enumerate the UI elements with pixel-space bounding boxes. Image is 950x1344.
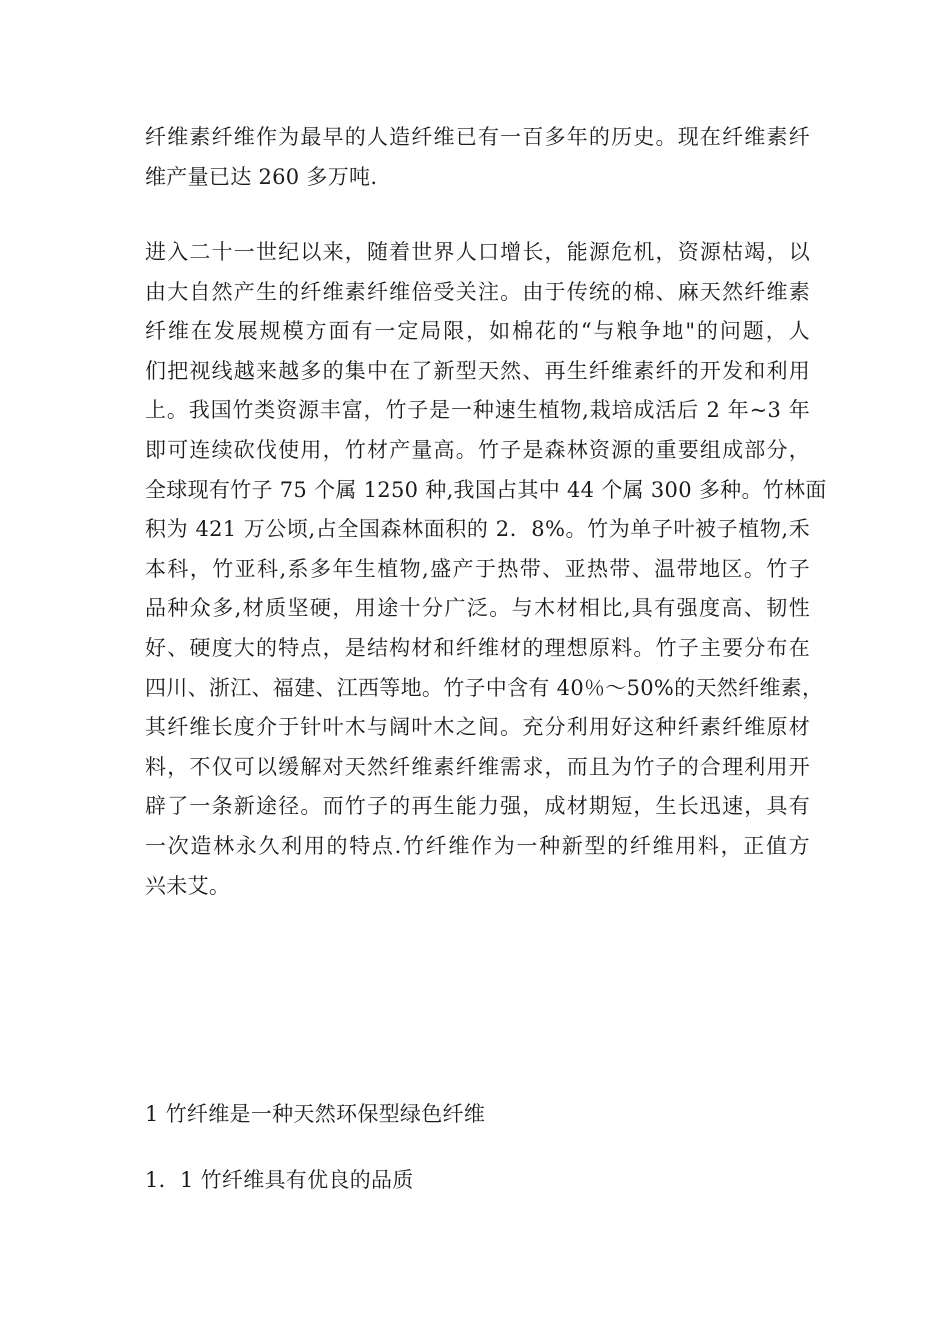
text-line: 其纤维长度介于针叶木与阔叶木之间。充分利用好这种纤素纤维原材 [145, 715, 810, 740]
text-line: 兴未艾。 [145, 873, 231, 898]
text-line: 们把视线越来越多的集中在了新型天然、再生纤维素纤的开发和利用 [145, 358, 810, 383]
text-line: 积为 421 万公顷,占全国森林面积的 2．8%。竹为单子叶被子植物,禾 [145, 517, 810, 542]
text-line: 本科，竹亚科,系多年生植物,盛产于热带、亚热带、温带地区。竹子 [145, 556, 810, 581]
paragraph-1 [145, 118, 810, 197]
text-line: 四川、浙江、福建、江西等地。竹子中含有 40％～50%的天然纤维素， [145, 675, 824, 700]
text-line: 辟了一条新途径。而竹子的再生能力强，成材期短，生长迅速，具有 [145, 794, 810, 819]
text-line: 进入二十一世纪以来，随着世界人口增长，能源危机，资源枯竭，以 [145, 240, 810, 264]
text-line: 上。我国竹类资源丰富，竹子是一种速生植物,栽培成活后 2 年~3 年 [145, 398, 810, 423]
text-line: 好、硬度大的特点，是结构材和纤维材的理想原料。竹子主要分布在 [145, 635, 810, 660]
subsection-heading [145, 1161, 810, 1201]
paragraph-2 [145, 233, 827, 906]
text-line: 纤维在发展规模方面有一定局限，如棉花的“与粮争地"的问题，人 [145, 319, 810, 344]
text-line: 料，不仅可以缓解对天然纤维素纤维需求，而且为竹子的合理利用开 [145, 754, 810, 779]
heading-text: 1 竹纤维是一种天然环保型绿色纤维 [145, 1102, 486, 1126]
text-line: 品种众多,材质坚硬，用途十分广泛。与木材相比,具有强度高、韧性 [145, 596, 810, 621]
text-line: 全球现有竹子 75 个属 1250 种,我国占其中 44 个属 300 多种。竹林面 [145, 477, 827, 502]
text-line: 一次造林永久利用的特点.竹纤维作为一种新型的纤维用料，正值方 [145, 833, 810, 858]
section-heading [145, 1095, 810, 1135]
heading-text: 1．1 竹纤维具有优良的品质 [145, 1168, 414, 1192]
text-line: 维产量已达 260 多万吨. [145, 164, 378, 189]
text-line: 由大自然产生的纤维素纤维倍受关注。由于传统的棉、麻天然纤维素 [145, 279, 810, 304]
text-line: 纤维素纤维作为最早的人造纤维已有一百多年的历史。现在纤维素纤 [145, 125, 810, 149]
text-line: 即可连续砍伐使用，竹材产量高。竹子是森林资源的重要组成部分， [145, 437, 810, 462]
